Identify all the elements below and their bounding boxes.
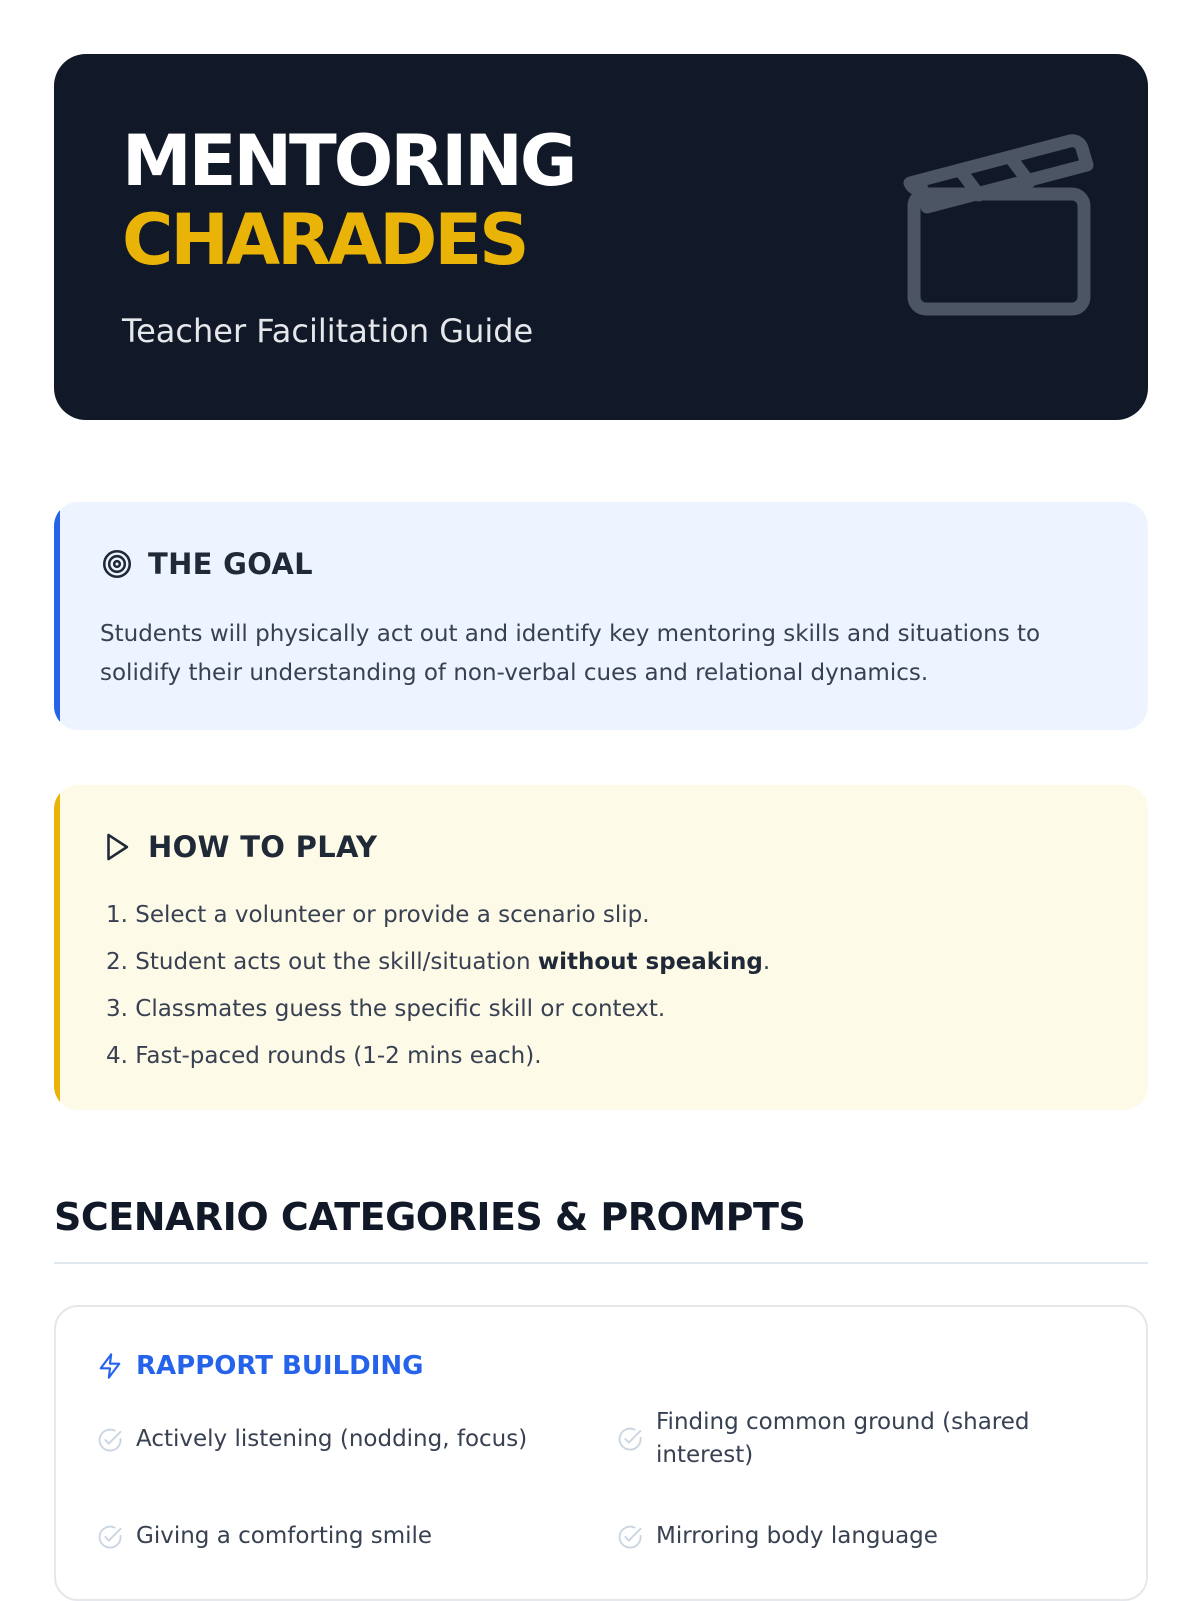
prompt-item bbox=[96, 1423, 556, 1456]
prompt-text: Finding common ground (shared interest) bbox=[656, 1409, 1030, 1468]
check-circle-icon bbox=[616, 1523, 644, 1551]
prompt-item bbox=[616, 1406, 1076, 1472]
goal-card bbox=[54, 502, 1148, 730]
play-icon bbox=[100, 830, 134, 864]
hero-banner bbox=[54, 54, 1148, 420]
title-line-1: MENTORING bbox=[122, 120, 575, 202]
prompt-item bbox=[616, 1520, 1076, 1553]
category-header bbox=[96, 1351, 424, 1381]
lightning-icon bbox=[96, 1352, 124, 1380]
steps-list bbox=[106, 892, 770, 1080]
goal-header bbox=[100, 547, 313, 581]
title-line-2: CHARADES bbox=[122, 199, 527, 281]
check-circle-icon bbox=[96, 1426, 124, 1454]
how-to-play-header bbox=[100, 830, 377, 864]
prompt-text: Giving a comforting smile bbox=[136, 1523, 433, 1549]
target-icon bbox=[100, 547, 134, 581]
prompt-text: Mirroring body language bbox=[656, 1523, 938, 1549]
section-title: SCENARIO CATEGORIES & PROMPTS bbox=[54, 1195, 806, 1239]
how-to-play-card bbox=[54, 785, 1148, 1110]
step-item: 2. Student acts out the skill/situation without speaking. bbox=[106, 949, 771, 975]
prompt-item bbox=[96, 1520, 556, 1553]
how-to-play-heading: HOW TO PLAY bbox=[148, 830, 378, 864]
category-card bbox=[54, 1305, 1148, 1601]
goal-text: Students will physically act out and identify key mentoring skills and situations to solidify their understanding of non-verbal cues and relational dynamics. bbox=[100, 621, 1041, 686]
step-item: 3. Classmates guess the specific skill or context. bbox=[106, 996, 666, 1022]
step-item: 4. Fast-paced rounds (1-2 mins each). bbox=[106, 1043, 542, 1069]
category-heading: RAPPORT BUILDING bbox=[136, 1351, 424, 1381]
check-circle-icon bbox=[96, 1523, 124, 1551]
prompt-text: Actively listening (nodding, focus) bbox=[136, 1426, 528, 1452]
step-item: 1. Select a volunteer or provide a scenario slip. bbox=[106, 902, 650, 928]
goal-heading: THE GOAL bbox=[148, 547, 313, 581]
clapperboard-icon bbox=[884, 109, 1124, 349]
subtitle: Teacher Facilitation Guide bbox=[122, 312, 534, 350]
check-circle-icon bbox=[616, 1425, 644, 1453]
section-divider bbox=[54, 1262, 1148, 1264]
